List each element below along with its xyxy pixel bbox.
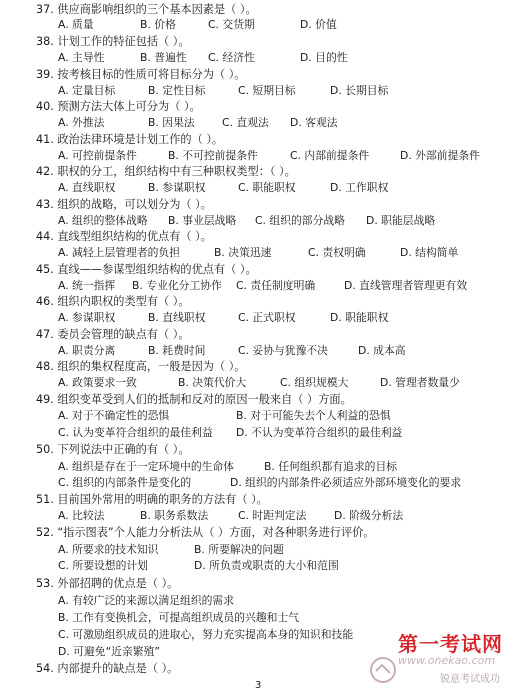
option-a: A. 职责分离 [58,344,116,357]
option-c: C. 正式职权 [238,311,296,324]
option-b: B. 因果法 [148,116,195,129]
option-a: A. 所要求的技术知识 [58,543,159,556]
option-c: C. 组织规模大 [280,376,349,389]
question-39: 39. 按考核目标的性质可将目标分为（ ）。 [36,68,246,81]
option-d: D. 组织的内部条件必须适应外部环境变化的要求 [230,476,462,489]
option-a: A. 有较广泛的来源以满足组织的需求 [58,594,235,607]
option-c: C. 内部前提条件 [290,149,370,162]
option-d: D. 长期目标 [330,84,389,97]
option-b: B. 不可控前提条件 [168,149,258,162]
option-b: B. 定性目标 [148,84,206,97]
question-51: 51. 目前国外常用的明确的职务的方法有（ ）。 [36,493,268,506]
option-b: B. 决策迅速 [214,246,272,259]
option-d: D. 职能层战略 [366,214,436,227]
question-47: 47. 委员会管理的缺点有（ ）。 [36,328,190,341]
option-d: D. 客观法 [290,116,338,129]
option-b: B. 任何组织都有追求的目标 [264,460,398,473]
option-c: C. 时距判定法 [238,509,307,522]
option-c: C. 短期目标 [238,84,296,97]
option-d: D. 结构简单 [400,246,459,259]
option-c: C. 所要设想的计划 [58,559,148,572]
option-b: B. 工作有变换机会，可提高组织成员的兴趣和士气 [58,611,300,624]
option-b: B. 直线职权 [148,311,206,324]
question-48: 48. 组织的集权程度高，一般是因为（ ）。 [36,360,246,373]
option-b: B. 所要解决的问题 [194,543,284,556]
option-a: A. 直线职权 [58,181,116,194]
option-d: D. 所负责或职责的大小和范围 [194,559,339,572]
option-c: C. 组织的内部条件是变化的 [58,476,192,489]
question-54: 54. 内部提升的缺点是（ ）。 [36,662,179,675]
option-c: C. 经济性 [208,51,255,64]
option-a: A. 减轻上层管理者的负担 [58,246,181,259]
option-c: C. 责权明确 [308,246,366,259]
question-53: 53. 外部招聘的优点是（ ）。 [36,577,179,590]
option-a: A. 参谋职权 [58,311,116,324]
question-41: 41. 政治法律环境是计划工作的（ ）。 [36,133,224,146]
question-40: 40. 预测方法大体上可分为（ ）。 [36,100,201,113]
option-d: D. 外部前提条件 [400,149,480,162]
question-52: 52. “指示图表”个人能力分析法从（ ）方面，对各种职务进行评价。 [36,526,375,539]
onekao-logo-icon [368,655,398,685]
option-d: D. 工作职权 [330,181,389,194]
option-c: C. 责任制度明确 [236,279,316,292]
option-b: B. 事业层战略 [168,214,237,227]
watermark-slogan: 锐意考试成功 [440,674,500,685]
option-c: C. 直观法 [222,116,269,129]
option-b: B. 普遍性 [140,51,187,64]
question-44: 44. 直线型组织结构的优点有（ ）。 [36,230,212,243]
question-49: 49. 组织变革受到人们的抵制和反对的原因一般来自（ ）方面。 [36,393,352,406]
question-37: 37. 供应商影响组织的三个基本因素是（ ）。 [36,3,257,16]
question-46: 46. 组织内职权的类型有（ ）。 [36,295,190,308]
watermark-title: 第一考试网 [398,632,503,656]
option-a: A. 政策要求一致 [58,376,137,389]
page-number: 3 [255,680,262,691]
option-b: B. 对于可能失去个人利益的恐惧 [236,409,391,422]
option-a: A. 外推法 [58,116,105,129]
question-43: 43. 组织的战略，可以划分为（ ）。 [36,198,212,211]
option-b: B. 决策代价大 [178,376,247,389]
option-c: C. 交货期 [208,18,255,31]
option-a: A. 对于不确定性的恐惧 [58,409,170,422]
option-a: A. 定量目标 [58,84,116,97]
option-c: C. 职能职权 [238,181,296,194]
question-42: 42. 职权的分工，组织结构中有三种职权类型：（ ）。 [36,165,296,178]
option-b: B. 耗费时间 [148,344,206,357]
option-c: C. 可激励组织成员的进取心，努力充实提高本身的知识和技能 [58,628,354,641]
option-d: D. 目的性 [300,51,348,64]
option-a: A. 组织的整体战略 [58,214,148,227]
option-b: B. 专业化分工协作 [132,279,222,292]
option-b: B. 价格 [140,18,176,31]
option-d: D. 可避免“近亲繁殖” [58,645,160,658]
option-a: A. 主导性 [58,51,105,64]
option-d: D. 职能职权 [330,311,389,324]
option-a: A. 比较法 [58,509,105,522]
option-c: C. 组织的部分战略 [255,214,345,227]
option-b: B. 职务系数法 [140,509,209,522]
watermark-url: www.onekao.com [398,654,496,667]
question-50: 50. 下列说法中正确的有（ ）。 [36,443,190,456]
option-d: D. 管理者数量少 [380,376,460,389]
option-d: D. 成本高 [358,344,406,357]
option-a: A. 可控前提条件 [58,149,137,162]
option-c: C. 妥协与犹豫不决 [238,344,328,357]
option-b: B. 参谋职权 [148,181,206,194]
option-c: C. 认为变革符合组织的最佳利益 [58,426,213,439]
option-a: A. 统一指挥 [58,279,116,292]
option-a: A. 组织是存在于一定环境中的生命体 [58,460,235,473]
question-38: 38. 计划工作的特征包括（ ）。 [36,35,190,48]
option-a: A. 质量 [58,18,94,31]
option-d: D. 直线管理者管理更有效 [344,279,468,292]
option-d: D. 不认为变革符合组织的最佳利益 [236,426,403,439]
option-d: D. 阶级分析法 [334,509,404,522]
option-d: D. 价值 [300,18,337,31]
question-45: 45. 直线——参谋型组织结构的优点有（ ）。 [36,263,257,276]
